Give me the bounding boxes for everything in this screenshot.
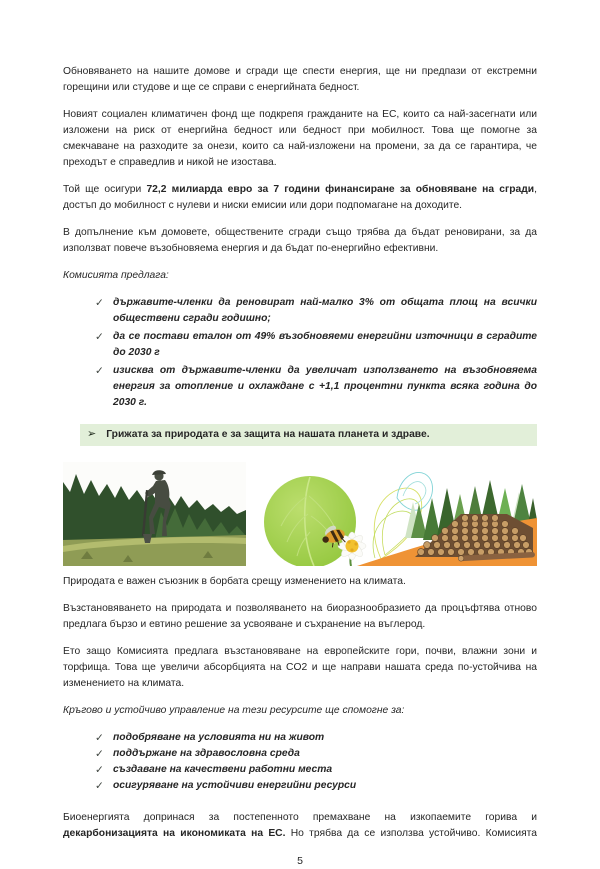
bioenergy-text-prefix: Биоенергията допринася за постепенното премахване на изкопаемите горива и — [63, 812, 537, 823]
paragraph-funding — [63, 182, 537, 214]
checkmark-icon: ✓ — [95, 780, 104, 792]
list-item-text: подобряване на условията ни на живот — [113, 732, 325, 743]
funding-amount-bold: 72,2 милиарда евро за 7 години финансиране за обновяване на сгради — [146, 184, 535, 195]
page-number: 5 — [297, 855, 303, 867]
list-item — [95, 746, 537, 762]
checkmark-icon: ✓ — [95, 365, 104, 377]
list-item — [95, 778, 537, 794]
paragraph-nature-ally: Природата е важен съюзник в борбата срещу изменението на климата. — [63, 576, 406, 587]
arrow-bullet-icon: ➢ — [87, 428, 97, 440]
list-item-text: държавите-членки да реновират най-малко 3% от общата площ на всички обществени сгради годишно; — [113, 297, 537, 324]
checkmark-icon: ✓ — [95, 331, 104, 343]
forest-worker-photo — [63, 462, 246, 566]
list-item — [95, 295, 537, 327]
paragraph-public-buildings: В допълнение към домовете, обществените сгради също трябва да бъдат реновирани, за да използват повече възобновяема енергия и да бъдат по-енергийно ефективни. — [63, 227, 537, 254]
list-item-text: поддържане на здравословна среда — [113, 748, 300, 759]
list-item-text: осигуряване на устойчиви енергийни ресурси — [113, 780, 357, 791]
list-item — [95, 329, 537, 361]
list-item-text: създаване на качествени работни места — [113, 764, 333, 775]
paragraph-restoration: Възстановяването на природата и позволяването на биоразнообразието да процъфтява отново предлага бързо и евтино решение за усвояване и съхранение на въглерод. — [63, 603, 537, 630]
bioenergy-text-suffix: Но трябва да се използва устойчиво. Комисията — [285, 828, 537, 839]
list-item — [95, 363, 537, 411]
proposals-intro: Комисията предлага: — [63, 270, 169, 281]
nature-illustration — [63, 462, 537, 566]
list-item-text: да се постави еталон от 49% възобновяеми енергийни източници в сградите до 2030 г — [113, 331, 537, 358]
funding-text-suffix: , достъп до мобилност с нулеви и ниски емисии или дори подпомагане на доходите. — [63, 184, 537, 211]
list-item — [95, 730, 537, 746]
funding-text-prefix: Той ще осигури — [63, 184, 147, 195]
benefits-intro: Кръгово и устойчиво управление на тези ресурсите ще спомогне за: — [63, 705, 405, 716]
heading-text: Грижата за природата е за защита на нашата планета и здраве. — [106, 429, 430, 440]
paragraph-forests: Ето защо Комисията предлага възстановяване на европейските гори, почви, влажни зони и торфища. Това ще увеличи абсорбцията на CO2 и ще направи нашата среда по-устойчива на изменението на климата. — [63, 646, 537, 689]
nature-section-heading — [80, 424, 537, 446]
paragraph-renovation: Обновяването на нашите домове и сгради ще спести енергия, ще ни предпази от екстремни горещини или студове и ще се справи с енергийната бедност. — [63, 66, 537, 93]
list-item-text: изисква от държавите-членки да увеличат използването на възобновяема енергия за отопление и охлаждане с +1,1 процентни пункта всяка година до 2030 г. — [113, 365, 537, 408]
benefits-list — [95, 730, 537, 794]
paragraph-bioenergy — [63, 810, 537, 842]
checkmark-icon: ✓ — [95, 297, 104, 309]
bioenergy-bold: декарбонизацията на икономиката на ЕС. — [63, 828, 286, 839]
list-item — [95, 762, 537, 778]
paragraph-social-climate-fund: Новият социален климатичен фонд ще подкрепя гражданите на ЕС, които са най-засегнати или изложени на риск от енергийна бедност или бедност при мобилност. Това ще помогне за смекчаване на разходите за онези, които са най-изложени на промени, за да се гарантира, че преходът е справедлив и никой не изостава. — [63, 109, 537, 168]
checkmark-icon: ✓ — [95, 764, 104, 776]
checkmark-icon: ✓ — [95, 748, 104, 760]
proposals-list — [95, 295, 537, 411]
checkmark-icon: ✓ — [95, 732, 104, 744]
